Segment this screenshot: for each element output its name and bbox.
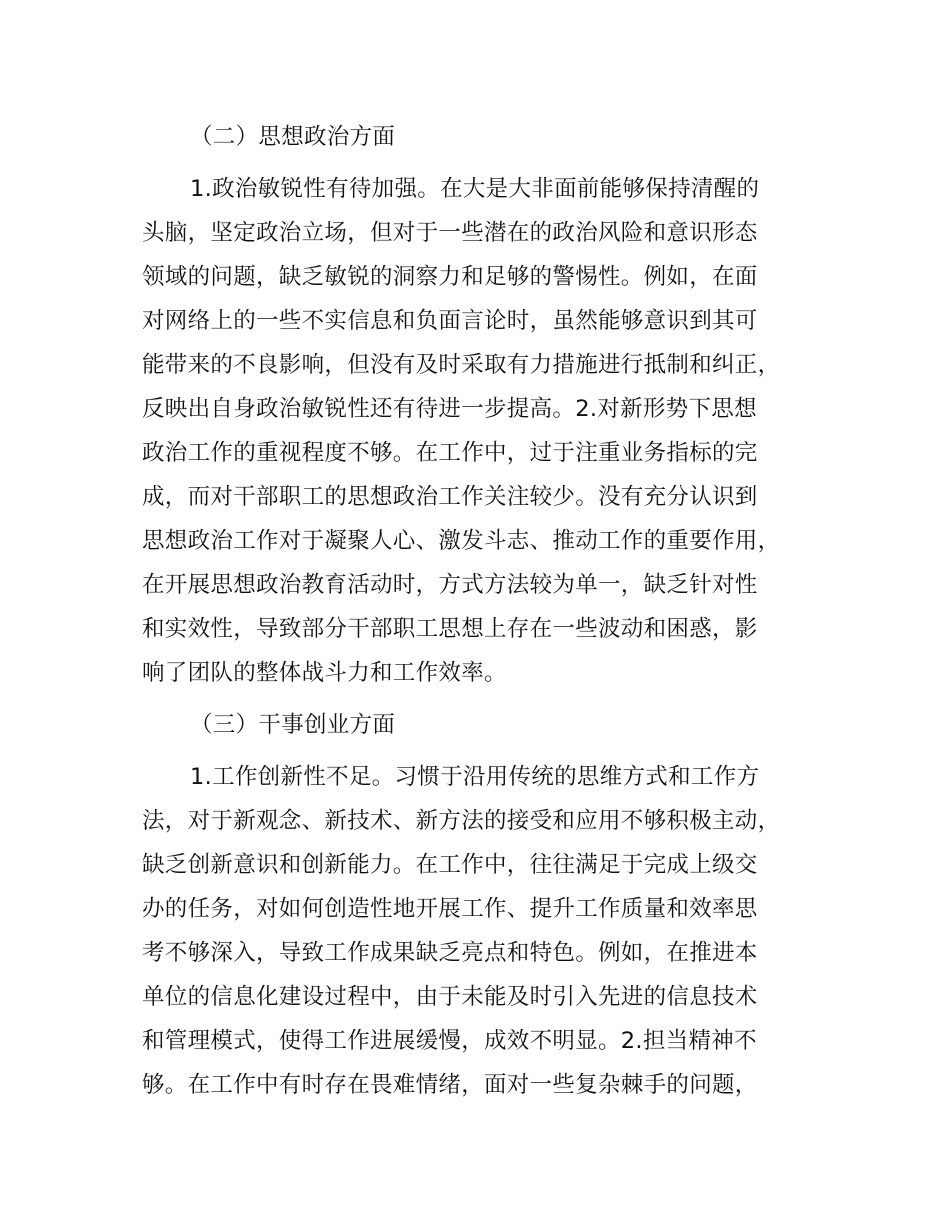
paragraph-line: 办的任务，对如何创造性地开展工作、提升工作质量和效率思 [142, 896, 758, 922]
paragraph-line: 领域的问题，缺乏敏锐的洞察力和足够的警惕性。例如，在面 [142, 264, 758, 290]
paragraph-line: 法，对于新观念、新技术、新方法的接受和应用不够积极主动， [142, 808, 781, 834]
paragraph-line: 在开展思想政治教育活动时，方式方法较为单一，缺乏针对性 [142, 572, 758, 598]
paragraph-line: 考不够深入，导致工作成果缺乏亮点和特色。例如，在推进本 [142, 940, 758, 966]
paragraph-line: 思想政治工作对于凝聚人心、激发斗志、推动工作的重要作用， [142, 528, 781, 554]
paragraph-line: 1.工作创新性不足。习惯于沿用传统的思维方式和工作方 [190, 764, 760, 790]
section-heading: （三）干事创业方面 [190, 712, 396, 738]
paragraph-line: 响了团队的整体战斗力和工作效率。 [142, 660, 507, 686]
paragraph-line: 缺乏创新意识和创新能力。在工作中，往往满足于完成上级交 [142, 852, 758, 878]
paragraph-line: 成，而对干部职工的思想政治工作关注较少。没有充分认识到 [142, 484, 758, 510]
paragraph-line: 单位的信息化建设过程中，由于未能及时引入先进的信息技术 [142, 984, 758, 1010]
paragraph-line: 1.政治敏锐性有待加强。在大是大非面前能够保持清醒的 [190, 176, 760, 202]
section-heading: （二）思想政治方面 [190, 124, 396, 150]
paragraph-line: 反映出自身政治敏锐性还有待进一步提高。2.对新形势下思想 [142, 396, 757, 422]
paragraph-line: 头脑，坚定政治立场，但对于一些潜在的政治风险和意识形态 [142, 220, 758, 246]
paragraph-line: 够。在工作中有时存在畏难情绪，面对一些复杂棘手的问题， [142, 1072, 758, 1098]
paragraph-line: 能带来的不良影响，但没有及时采取有力措施进行抵制和纠正， [142, 352, 781, 378]
paragraph-line: 和实效性，导致部分干部职工思想上存在一些波动和困惑，影 [142, 616, 758, 642]
paragraph-line: 对网络上的一些不实信息和负面言论时，虽然能够意识到其可 [142, 308, 758, 334]
paragraph-line: 政治工作的重视程度不够。在工作中，过于注重业务指标的完 [142, 440, 758, 466]
paragraph-line: 和管理模式，使得工作进展缓慢，成效不明显。2.担当精神不 [142, 1028, 757, 1054]
